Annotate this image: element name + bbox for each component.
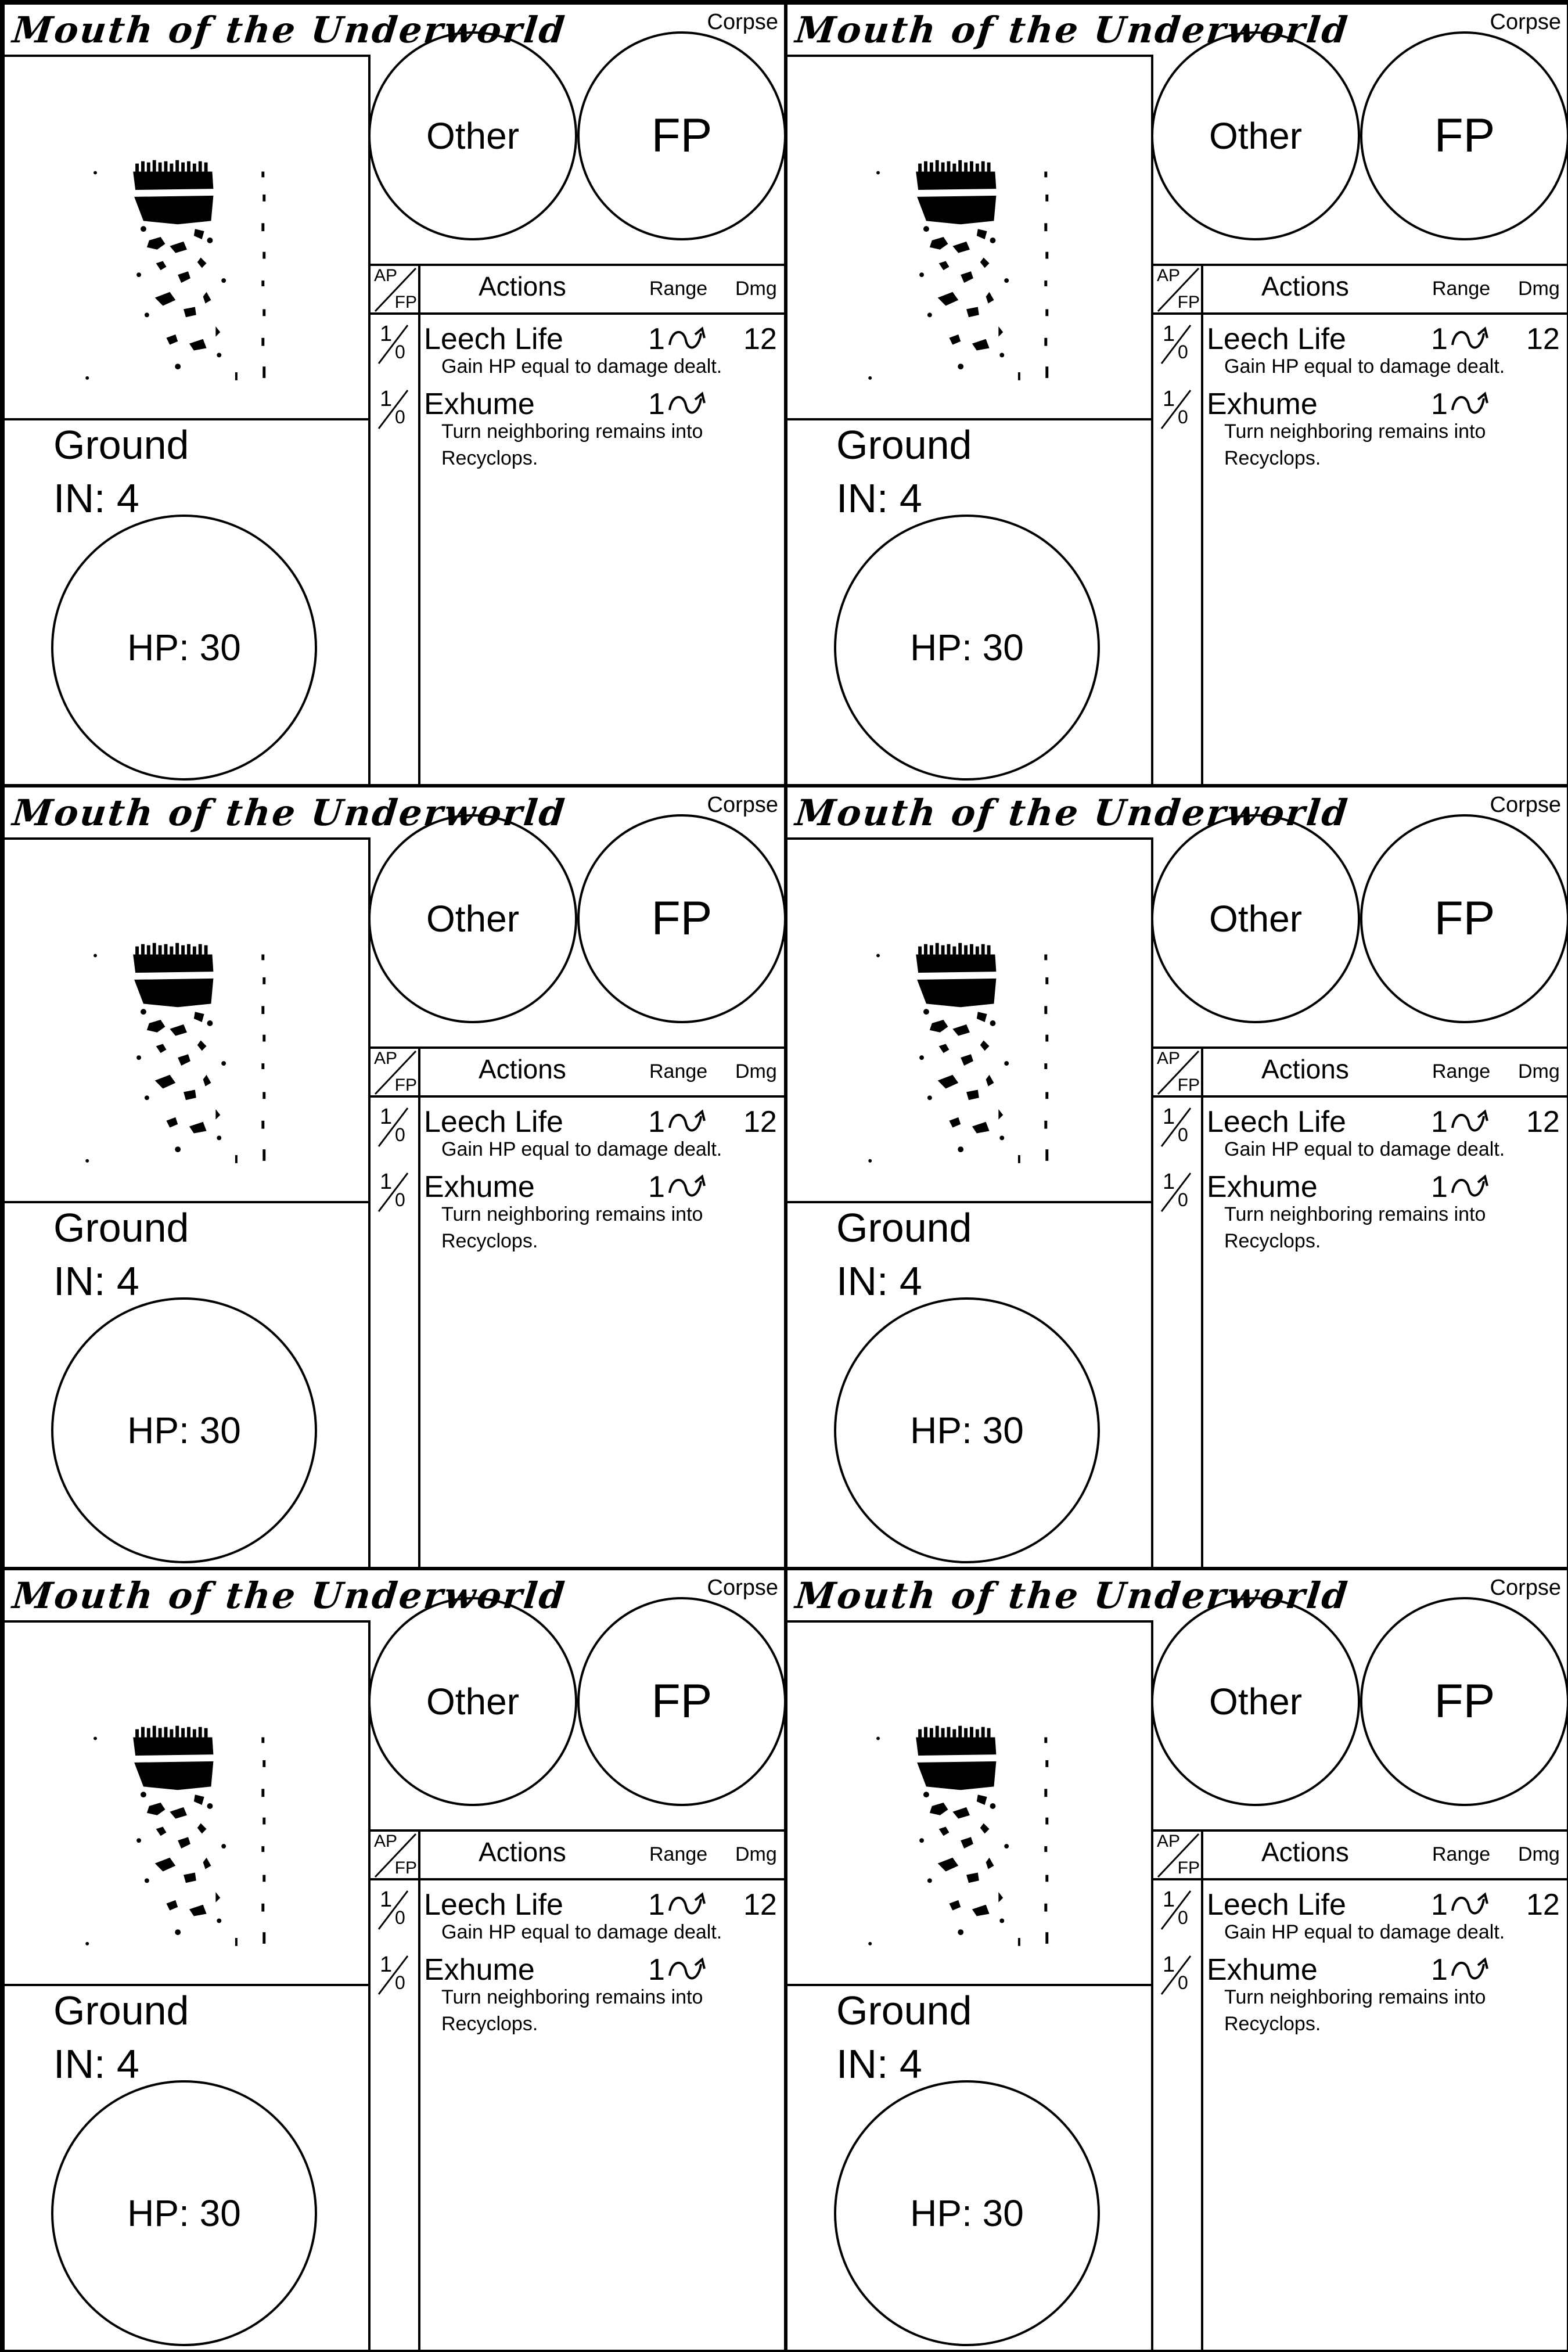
fp-circle — [1360, 31, 1568, 240]
action-description: Gain HP equal to damage dealt. — [1224, 1138, 1505, 1160]
action-range — [1431, 1952, 1491, 1987]
monster-card — [785, 2, 1568, 786]
action-cost — [376, 388, 411, 431]
header-divider — [368, 1878, 784, 1880]
action-name: Leech Life — [424, 322, 563, 356]
left-column-divider — [368, 264, 371, 784]
action-name: Leech Life — [424, 1888, 563, 1922]
fp-header-label: FP — [1177, 293, 1200, 312]
ap-fp-header — [1153, 265, 1202, 314]
card-name: Mouth of the Underworld — [793, 792, 1351, 834]
hp-label: HP: 30 — [910, 1409, 1024, 1451]
dmg-header: Dmg — [735, 1843, 777, 1865]
monster-art-icon — [787, 840, 1151, 1201]
action-ap: 1 — [380, 1105, 393, 1129]
action-fp: 0 — [395, 407, 405, 427]
action-ap: 1 — [380, 1952, 393, 1977]
hp-label: HP: 30 — [910, 2192, 1024, 2234]
action-cost — [1159, 323, 1194, 366]
monster-card — [2, 785, 786, 1569]
monster-card — [2, 2, 786, 786]
art-frame — [5, 55, 371, 420]
fp-label: FP — [651, 892, 713, 945]
initiative-label: IN: 4 — [836, 1258, 922, 1304]
action-range-value: 1 — [1431, 322, 1448, 356]
other-circle — [368, 31, 577, 240]
range-header: Range — [1432, 1843, 1491, 1865]
fp-circle — [577, 814, 786, 1023]
action-range — [1431, 1105, 1491, 1139]
ap-header-label: AP — [374, 1832, 398, 1851]
monster-card — [785, 1568, 1568, 2352]
action-name: Exhume — [424, 1170, 535, 1204]
fp-label: FP — [1434, 1675, 1495, 1728]
initiative-label: IN: 4 — [836, 2041, 922, 2087]
dmg-header: Dmg — [1518, 278, 1560, 300]
action-ap: 1 — [1163, 322, 1175, 346]
action-description: Gain HP equal to damage dealt. — [1224, 355, 1505, 377]
hp-circle — [51, 515, 317, 781]
action-name: Leech Life — [1207, 322, 1346, 356]
fp-header-label: FP — [394, 1076, 417, 1095]
card-type: Corpse — [1490, 1576, 1561, 1600]
fp-header-label: FP — [1177, 1076, 1200, 1095]
action-cost — [376, 1889, 411, 1932]
ap-header-label: AP — [374, 1049, 398, 1068]
range-header: Range — [649, 1843, 708, 1865]
other-circle — [368, 814, 577, 1023]
cost-column-divider — [1201, 1046, 1203, 1567]
art-frame — [787, 837, 1153, 1203]
art-frame — [787, 55, 1153, 420]
header-divider — [1151, 312, 1567, 315]
card-name: Mouth of the Underworld — [10, 1574, 569, 1617]
action-range-value: 1 — [648, 1888, 665, 1922]
action-range — [648, 1105, 708, 1139]
action-range-value: 1 — [648, 1953, 665, 1987]
action-cost — [376, 1106, 411, 1149]
action-damage: 12 — [743, 1888, 777, 1922]
ap-header-label: AP — [1157, 1832, 1181, 1851]
action-name: Leech Life — [424, 1105, 563, 1139]
card-name: Mouth of the Underworld — [793, 9, 1351, 51]
curved-arrow-icon — [666, 1106, 708, 1138]
action-cost — [1159, 388, 1194, 431]
dmg-header: Dmg — [1518, 1843, 1560, 1865]
action-ap: 1 — [380, 387, 393, 411]
hp-circle — [834, 1297, 1100, 1563]
other-circle — [1151, 31, 1360, 240]
action-damage: 12 — [1526, 1888, 1560, 1922]
action-fp: 0 — [395, 1189, 405, 1210]
other-label: Other — [1209, 115, 1303, 157]
monster-art-icon — [787, 57, 1151, 418]
action-range-value: 1 — [1431, 1170, 1448, 1204]
other-label: Other — [426, 898, 520, 940]
action-description: Gain HP equal to damage dealt. — [441, 1921, 722, 1943]
curved-arrow-icon — [666, 1889, 708, 1921]
left-column-divider — [368, 1046, 371, 1567]
action-range-value: 1 — [648, 1170, 665, 1204]
action-range — [1431, 1170, 1491, 1204]
stats-divider — [368, 264, 784, 266]
action-fp: 0 — [1178, 407, 1188, 427]
dmg-header: Dmg — [735, 278, 777, 300]
fp-circle — [1360, 814, 1568, 1023]
action-description: Gain HP equal to damage dealt. — [441, 1138, 722, 1160]
hp-label: HP: 30 — [127, 627, 241, 668]
actions-header: Actions — [479, 1054, 566, 1084]
initiative-label: IN: 4 — [53, 2041, 139, 2087]
actions-header: Actions — [1261, 271, 1349, 301]
stats-divider — [1151, 264, 1567, 266]
card-type: Corpse — [707, 793, 778, 817]
action-description: Gain HP equal to damage dealt. — [441, 355, 722, 377]
action-name: Exhume — [1207, 387, 1318, 421]
action-range — [648, 1952, 708, 1987]
curved-arrow-icon — [1449, 1171, 1491, 1203]
other-label: Other — [1209, 898, 1303, 940]
fp-header-label: FP — [1177, 1858, 1200, 1878]
ap-fp-header — [371, 1048, 419, 1096]
hp-circle — [834, 515, 1100, 781]
action-range — [1431, 387, 1491, 422]
action-fp: 0 — [395, 1972, 405, 1993]
dmg-header: Dmg — [735, 1060, 777, 1083]
ap-header-label: AP — [1157, 1049, 1181, 1068]
hp-label: HP: 30 — [910, 627, 1024, 668]
ap-fp-header — [1153, 1830, 1202, 1879]
hp-circle — [51, 2080, 317, 2346]
stats-divider — [1151, 1046, 1567, 1049]
action-ap: 1 — [380, 1887, 393, 1912]
action-name: Leech Life — [1207, 1888, 1346, 1922]
action-fp: 0 — [1178, 1124, 1188, 1145]
card-name: Mouth of the Underworld — [10, 792, 569, 834]
curved-arrow-icon — [1449, 323, 1491, 355]
art-frame — [787, 1620, 1153, 1986]
action-damage: 12 — [1526, 1105, 1560, 1139]
fp-circle — [577, 31, 786, 240]
other-label: Other — [1209, 1681, 1303, 1722]
monster-art-icon — [5, 840, 368, 1201]
hp-circle — [834, 2080, 1100, 2346]
cost-column-divider — [1201, 1829, 1203, 2350]
action-cost — [376, 1171, 411, 1214]
initiative-label: IN: 4 — [53, 1258, 139, 1304]
header-divider — [368, 1095, 784, 1098]
initiative-label: IN: 4 — [53, 476, 139, 521]
action-range-value: 1 — [1431, 1105, 1448, 1139]
action-fp: 0 — [395, 341, 405, 362]
card-type: Corpse — [1490, 10, 1561, 34]
action-ap: 1 — [1163, 1170, 1175, 1194]
cost-column-divider — [418, 1829, 420, 2350]
other-circle — [1151, 814, 1360, 1023]
header-divider — [1151, 1878, 1567, 1880]
action-description: Turn neighboring remains into Recyclops. — [1224, 420, 1486, 469]
card-name: Mouth of the Underworld — [793, 1574, 1351, 1617]
curved-arrow-icon — [666, 388, 708, 420]
fp-label: FP — [1434, 892, 1495, 945]
stats-divider — [368, 1829, 784, 1832]
other-label: Other — [426, 1681, 520, 1722]
cost-column-divider — [418, 1046, 420, 1567]
actions-header: Actions — [1261, 1054, 1349, 1084]
action-range — [648, 1887, 708, 1922]
left-column-divider — [1151, 1046, 1153, 1567]
card-type: Corpse — [1490, 793, 1561, 817]
monster-art-icon — [5, 1623, 368, 1984]
fp-header-label: FP — [394, 293, 417, 312]
action-name: Exhume — [1207, 1953, 1318, 1987]
action-range — [648, 1170, 708, 1204]
art-frame — [5, 837, 371, 1203]
action-ap: 1 — [1163, 1952, 1175, 1977]
ap-header-label: AP — [1157, 266, 1181, 285]
action-description: Turn neighboring remains into Recyclops. — [441, 1986, 703, 2035]
action-cost — [1159, 1954, 1194, 1997]
curved-arrow-icon — [1449, 1954, 1491, 1986]
action-fp: 0 — [395, 1124, 405, 1145]
terrain-label: Ground — [836, 422, 972, 467]
fp-label: FP — [651, 1675, 713, 1728]
action-range — [1431, 322, 1491, 357]
curved-arrow-icon — [1449, 388, 1491, 420]
action-name: Exhume — [424, 1953, 535, 1987]
monster-card — [2, 1568, 786, 2352]
ap-header-label: AP — [374, 266, 398, 285]
action-ap: 1 — [1163, 387, 1175, 411]
hp-circle — [51, 1297, 317, 1563]
ap-fp-header — [371, 1830, 419, 1879]
other-circle — [1151, 1597, 1360, 1806]
curved-arrow-icon — [666, 323, 708, 355]
actions-header: Actions — [1261, 1837, 1349, 1867]
action-range — [1431, 1887, 1491, 1922]
action-description: Turn neighboring remains into Recyclops. — [1224, 1986, 1486, 2035]
action-fp: 0 — [1178, 341, 1188, 362]
card-name: Mouth of the Underworld — [10, 9, 569, 51]
stats-divider — [368, 1046, 784, 1049]
other-label: Other — [426, 115, 520, 157]
curved-arrow-icon — [1449, 1889, 1491, 1921]
action-range-value: 1 — [648, 322, 665, 356]
action-damage: 12 — [1526, 322, 1560, 356]
curved-arrow-icon — [1449, 1106, 1491, 1138]
card-type: Corpse — [707, 1576, 778, 1600]
fp-header-label: FP — [394, 1858, 417, 1878]
action-range-value: 1 — [648, 387, 665, 421]
left-column-divider — [368, 1829, 371, 2350]
terrain-label: Ground — [53, 422, 189, 467]
fp-label: FP — [651, 109, 713, 162]
action-range-value: 1 — [1431, 1953, 1448, 1987]
dmg-header: Dmg — [1518, 1060, 1560, 1083]
action-ap: 1 — [1163, 1887, 1175, 1912]
terrain-label: Ground — [53, 1205, 189, 1250]
action-damage: 12 — [743, 322, 777, 356]
stats-divider — [1151, 1829, 1567, 1832]
action-name: Exhume — [1207, 1170, 1318, 1204]
cost-column-divider — [418, 264, 420, 784]
action-ap: 1 — [380, 322, 393, 346]
action-range-value: 1 — [648, 1105, 665, 1139]
fp-circle — [1360, 1597, 1568, 1806]
range-header: Range — [649, 278, 708, 300]
action-ap: 1 — [380, 1170, 393, 1194]
action-range — [648, 322, 708, 357]
action-range-value: 1 — [1431, 387, 1448, 421]
terrain-label: Ground — [53, 1988, 189, 2033]
action-range — [648, 387, 708, 422]
curved-arrow-icon — [666, 1171, 708, 1203]
left-column-divider — [1151, 264, 1153, 784]
action-cost — [1159, 1171, 1194, 1214]
action-description: Gain HP equal to damage dealt. — [1224, 1921, 1505, 1943]
actions-header: Actions — [479, 271, 566, 301]
terrain-label: Ground — [836, 1205, 972, 1250]
ap-fp-header — [371, 265, 419, 314]
header-divider — [1151, 1095, 1567, 1098]
monster-card — [785, 785, 1568, 1569]
action-fp: 0 — [395, 1907, 405, 1928]
actions-header: Actions — [479, 1837, 566, 1867]
hp-label: HP: 30 — [127, 2192, 241, 2234]
action-fp: 0 — [1178, 1972, 1188, 1993]
other-circle — [368, 1597, 577, 1806]
card-type: Corpse — [707, 10, 778, 34]
action-cost — [1159, 1889, 1194, 1932]
action-name: Exhume — [424, 387, 535, 421]
action-cost — [376, 323, 411, 366]
action-description: Turn neighboring remains into Recyclops. — [441, 420, 703, 469]
curved-arrow-icon — [666, 1954, 708, 1986]
action-cost — [1159, 1106, 1194, 1149]
initiative-label: IN: 4 — [836, 476, 922, 521]
action-fp: 0 — [1178, 1907, 1188, 1928]
action-range-value: 1 — [1431, 1888, 1448, 1922]
action-damage: 12 — [743, 1105, 777, 1139]
range-header: Range — [649, 1060, 708, 1083]
action-fp: 0 — [1178, 1189, 1188, 1210]
hp-label: HP: 30 — [127, 1409, 241, 1451]
terrain-label: Ground — [836, 1988, 972, 2033]
fp-label: FP — [1434, 109, 1495, 162]
ap-fp-header — [1153, 1048, 1202, 1096]
monster-art-icon — [787, 1623, 1151, 1984]
fp-circle — [577, 1597, 786, 1806]
action-cost — [376, 1954, 411, 1997]
header-divider — [368, 312, 784, 315]
left-column-divider — [1151, 1829, 1153, 2350]
monster-art-icon — [5, 57, 368, 418]
action-description: Turn neighboring remains into Recyclops. — [441, 1203, 703, 1252]
art-frame — [5, 1620, 371, 1986]
action-name: Leech Life — [1207, 1105, 1346, 1139]
range-header: Range — [1432, 278, 1491, 300]
cost-column-divider — [1201, 264, 1203, 784]
range-header: Range — [1432, 1060, 1491, 1083]
action-ap: 1 — [1163, 1105, 1175, 1129]
action-description: Turn neighboring remains into Recyclops. — [1224, 1203, 1486, 1252]
